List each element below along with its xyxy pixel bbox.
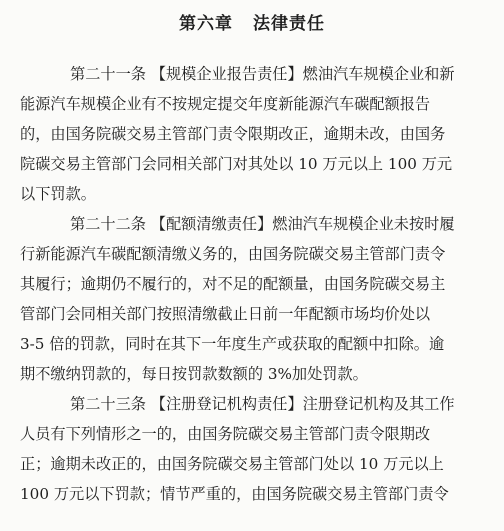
article-number: 第二十三条 xyxy=(70,395,146,413)
article-number: 第二十二条 xyxy=(70,215,146,233)
article-text-line: 人员有下列情形之一的，由国务院碳交易主管部门责令限期改 xyxy=(20,425,431,443)
article-text-line: 以下罚款。 xyxy=(20,185,96,203)
article-text: 注册登记机构及其工作 xyxy=(302,395,455,413)
article-heading: 【规模企业报告责任】 xyxy=(150,65,303,83)
article-text-line: 管部门会同相关部门按照清缴截止日前一年配额市场均价处以 xyxy=(20,305,431,323)
article-22-first-line xyxy=(70,214,490,234)
article-text-line: 3-5 倍的罚款，同时在其下一年度生产或获取的配额中扣除。逾 xyxy=(20,335,445,353)
chapter-number: 第六章 xyxy=(179,14,233,34)
article-text-line: 100 万元以下罚款；情节严重的，由国务院碳交易主管部门责令 xyxy=(20,485,449,503)
article-text: 燃油汽车规模企业和新 xyxy=(302,65,455,83)
article-heading: 【配额清缴责任】 xyxy=(150,215,273,233)
article-text-line: 正；逾期未改正的，由国务院碳交易主管部门处以 10 万元以上 xyxy=(20,455,444,473)
article-text-line: 院碳交易主管部门会同相关部门对其处以 10 万元以上 100 万元 xyxy=(20,155,453,173)
article-text-line: 行新能源汽车碳配额清缴义务的，由国务院碳交易主管部门责令 xyxy=(20,245,446,263)
article-number: 第二十一条 xyxy=(70,65,146,83)
article-23-first-line xyxy=(70,394,490,414)
chapter-name: 法律责任 xyxy=(253,14,325,34)
article-heading: 【注册登记机构责任】 xyxy=(150,395,303,413)
article-text-line: 能源汽车规模企业有不按规定提交年度新能源汽车碳配额报告 xyxy=(20,95,431,113)
article-text-line: 的，由国务院碳交易主管部门责令限期改正，逾期未改，由国务 xyxy=(20,125,446,143)
article-21-first-line xyxy=(70,64,490,84)
article-text-line: 其履行；逾期仍不履行的，对不足的配额量，由国务院碳交易主 xyxy=(20,275,446,293)
chapter-title xyxy=(0,9,504,34)
article-text: 燃油汽车规模企业未按时履 xyxy=(272,215,455,233)
article-text-line: 期不缴纳罚款的，每日按罚款数额的 3%加处罚款。 xyxy=(20,365,368,383)
